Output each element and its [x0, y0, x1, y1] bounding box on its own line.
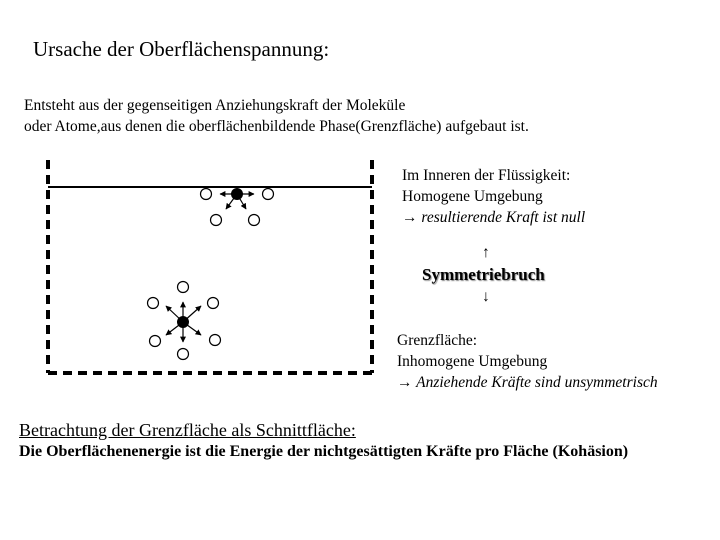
- arrow-up-icon: ↑: [482, 244, 490, 261]
- interior-environment: Homogene Umgebung: [402, 188, 543, 205]
- neighbor-molecule: [201, 189, 212, 200]
- interior-conclusion: → resultierende Kraft ist null: [402, 209, 586, 226]
- surface-molecule: [231, 188, 243, 200]
- intro-line-1: Entsteht aus der gegenseitigen Anziehungskraft der Moleküle: [24, 97, 406, 114]
- neighbor-molecule: [208, 298, 219, 309]
- neighbor-molecule: [150, 336, 161, 347]
- intro-line-2: oder Atome,aus denen die oberflächenbildende Phase(Grenzfläche) aufgebaut ist.: [24, 118, 529, 135]
- neighbor-molecule: [178, 349, 189, 360]
- neighbor-molecule: [263, 189, 274, 200]
- surface-molecule-group: [201, 188, 274, 226]
- interior-heading: Im Inneren der Flüssigkeit:: [402, 167, 571, 184]
- interior-molecule: [177, 316, 189, 328]
- symmetry-break-block: [402, 244, 572, 306]
- conclusion-text: Die Oberflächenenergie ist die Energie der nichtgesättigten Kräfte pro Fläche (Kohäsion): [19, 443, 629, 460]
- symmetry-break-label: Symmetriebruch: [422, 265, 545, 284]
- surface-environment: Inhomogene Umgebung: [397, 353, 548, 370]
- section-heading: Betrachtung der Grenzfläche als Schnittfläche:: [19, 420, 356, 440]
- surface-conclusion: → Anziehende Kräfte sind unsymmetrisch: [397, 374, 658, 391]
- surface-heading: Grenzfläche:: [397, 332, 478, 349]
- neighbor-molecule: [210, 335, 221, 346]
- neighbor-molecule: [249, 215, 260, 226]
- surface-description: [397, 330, 658, 393]
- interior-description: [402, 165, 585, 228]
- interior-molecule-group: [148, 282, 221, 360]
- neighbor-molecule: [148, 298, 159, 309]
- page-title: Ursache der Oberflächenspannung:: [33, 37, 330, 61]
- neighbor-molecule: [211, 215, 222, 226]
- neighbor-molecule: [178, 282, 189, 293]
- arrow-down-icon: ↓: [482, 288, 490, 305]
